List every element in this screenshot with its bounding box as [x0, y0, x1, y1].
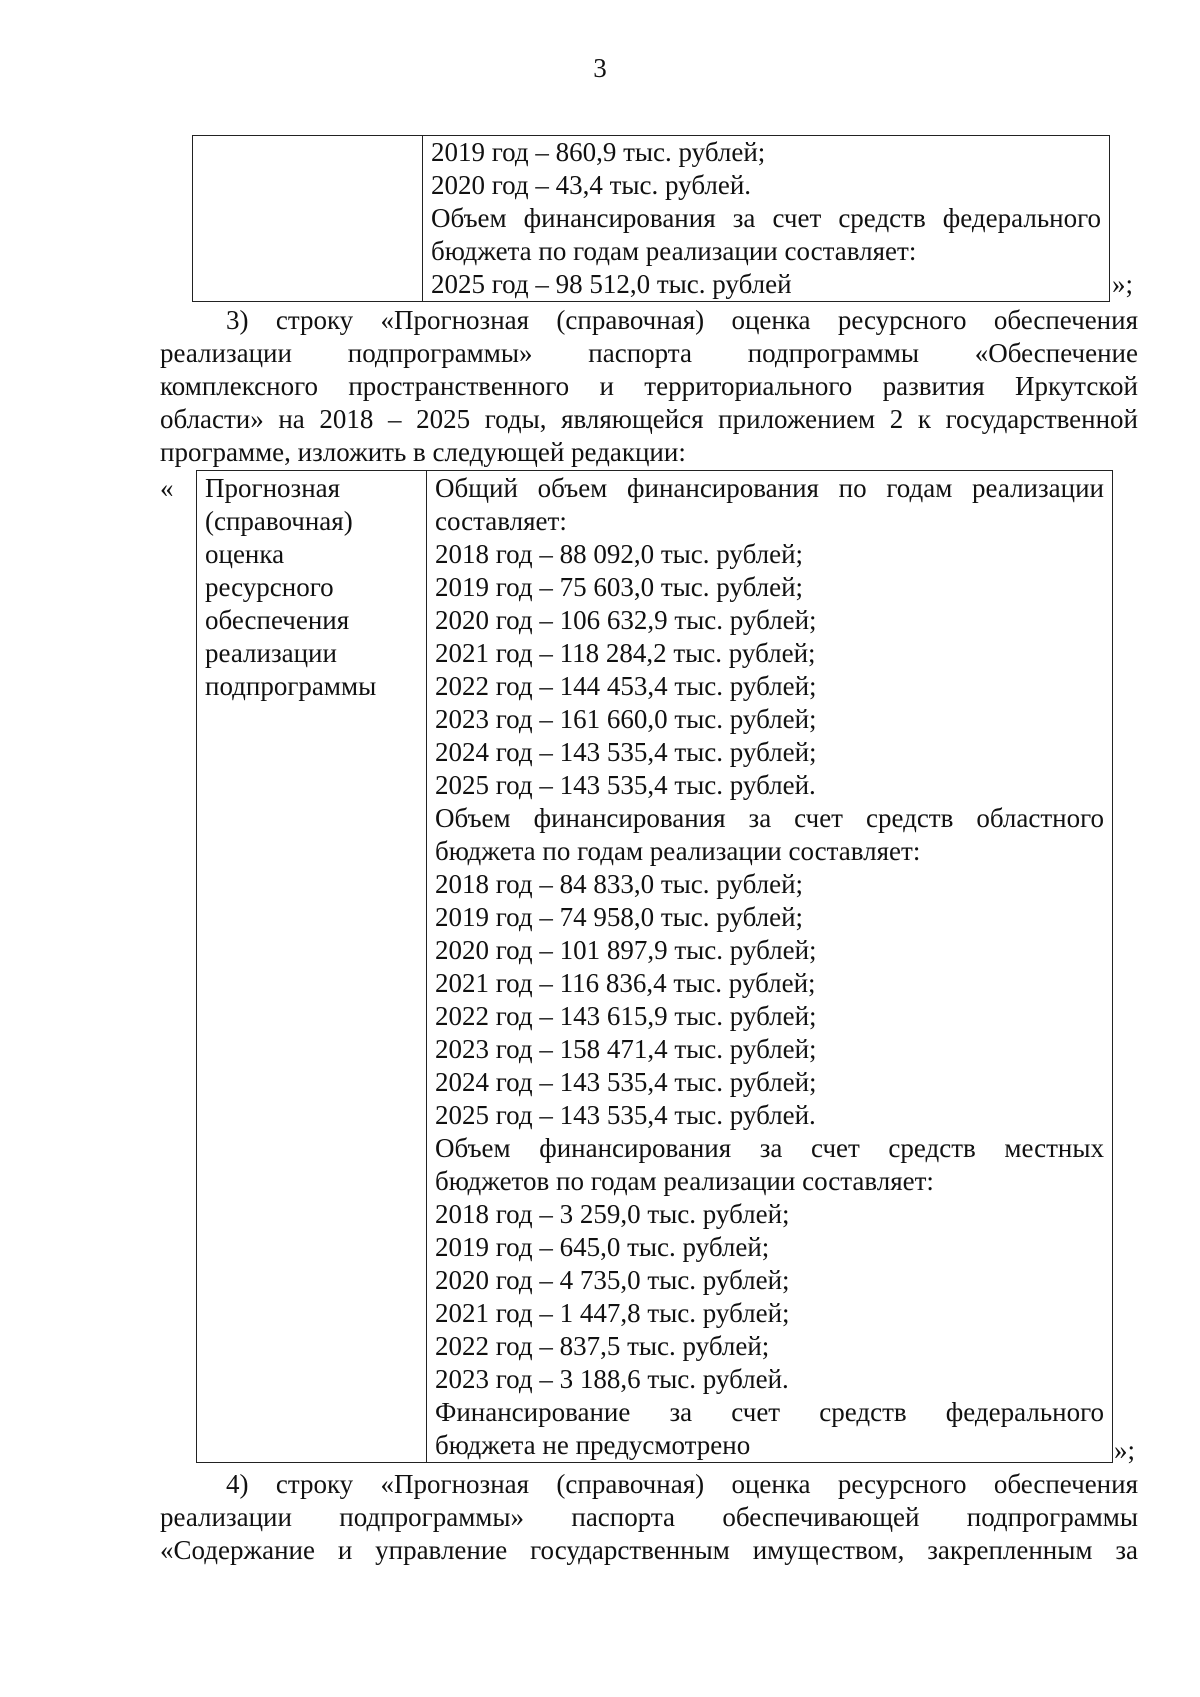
row-header-line: ресурсного [205, 572, 334, 602]
paragraph-line: реализации подпрограммы» паспорта подпрограммы «Обеспечение [160, 338, 1138, 368]
table2-opening-quote: « [160, 473, 174, 503]
table1-right-cell [423, 136, 1109, 301]
row-header-line: Прогнозная [205, 473, 341, 503]
table1-line: 2025 год – 98 512,0 тыс. рублей [431, 269, 792, 299]
funding-line: 2025 год – 143 535,4 тыс. рублей. [435, 770, 816, 800]
funding-line: 2023 год – 158 471,4 тыс. рублей; [435, 1034, 817, 1064]
page-number: 3 [593, 53, 607, 83]
row-header-line: обеспечения [205, 605, 350, 635]
row-header-line: оценка [205, 539, 285, 569]
funding-line: 2019 год – 645,0 тыс. рублей; [435, 1232, 770, 1262]
paragraph-line: комплексного пространственного и территориального развития Иркутской [160, 371, 1138, 401]
funding-line: Объем финансирования за счет средств областного [435, 803, 1104, 833]
funding-line: 2019 год – 74 958,0 тыс. рублей; [435, 902, 804, 932]
paragraph-4 [160, 1468, 1138, 1567]
paragraph-line: области» на 2018 – 2025 годы, являющейся приложением 2 к государственной [160, 404, 1138, 434]
table2-funding-cell [427, 471, 1112, 1462]
paragraph-line: программе, изложить в следующей редакции: [160, 437, 686, 467]
funding-line: 2021 год – 116 836,4 тыс. рублей; [435, 968, 816, 998]
table2-row-header [197, 471, 427, 1462]
paragraph-line: 3) строку «Прогнозная (справочная) оценка ресурсного обеспечения [226, 305, 1138, 335]
funding-line: 2024 год – 143 535,4 тыс. рублей; [435, 1067, 817, 1097]
row-header-line: (справочная) [205, 506, 353, 536]
funding-line: 2025 год – 143 535,4 тыс. рублей. [435, 1100, 816, 1130]
row-header-line: реализации [205, 638, 337, 668]
table1-left-cell [193, 136, 423, 301]
funding-table-continuation [192, 135, 1110, 302]
funding-line: 2021 год – 118 284,2 тыс. рублей; [435, 638, 816, 668]
row-header-line: подпрограммы [205, 671, 377, 701]
funding-line: 2023 год – 3 188,6 тыс. рублей. [435, 1364, 789, 1394]
table1-line: 2020 год – 43,4 тыс. рублей. [431, 170, 752, 200]
funding-line: 2021 год – 1 447,8 тыс. рублей; [435, 1298, 790, 1328]
table1-line: Объем финансирования за счет средств федерального [431, 203, 1101, 233]
funding-line: 2023 год – 161 660,0 тыс. рублей; [435, 704, 817, 734]
funding-line: Общий объем финансирования по годам реализации [435, 473, 1104, 503]
funding-line: бюджета не предусмотрено [435, 1430, 751, 1460]
funding-line: бюджетов по годам реализации составляет: [435, 1166, 934, 1196]
funding-line: составляет: [435, 506, 567, 536]
table2-closing-quote: »; [1114, 1435, 1136, 1465]
table1-line: 2019 год – 860,9 тыс. рублей; [431, 137, 766, 167]
funding-line: 2019 год – 75 603,0 тыс. рублей; [435, 572, 804, 602]
funding-line: 2020 год – 101 897,9 тыс. рублей; [435, 935, 817, 965]
funding-line: 2020 год – 106 632,9 тыс. рублей; [435, 605, 817, 635]
funding-line: 2022 год – 837,5 тыс. рублей; [435, 1331, 770, 1361]
funding-line: 2018 год – 84 833,0 тыс. рублей; [435, 869, 804, 899]
paragraph-3 [160, 304, 1138, 469]
table1-line: бюджета по годам реализации составляет: [431, 236, 917, 266]
funding-line: 2022 год – 143 615,9 тыс. рублей; [435, 1001, 817, 1031]
funding-line: 2018 год – 3 259,0 тыс. рублей; [435, 1199, 790, 1229]
paragraph-line: реализации подпрограммы» паспорта обеспечивающей подпрограммы [160, 1502, 1138, 1532]
paragraph-line: «Содержание и управление государственным имуществом, закрепленным за [160, 1535, 1138, 1565]
resource-provision-table [196, 470, 1113, 1463]
paragraph-line: 4) строку «Прогнозная (справочная) оценка ресурсного обеспечения [226, 1469, 1138, 1499]
funding-line: 2022 год – 144 453,4 тыс. рублей; [435, 671, 817, 701]
funding-line: бюджета по годам реализации составляет: [435, 836, 921, 866]
table1-closing-quote: »; [1112, 269, 1134, 299]
funding-line: Объем финансирования за счет средств местных [435, 1133, 1104, 1163]
funding-line: 2024 год – 143 535,4 тыс. рублей; [435, 737, 817, 767]
funding-line: 2020 год – 4 735,0 тыс. рублей; [435, 1265, 790, 1295]
funding-line: 2018 год – 88 092,0 тыс. рублей; [435, 539, 804, 569]
funding-line: Финансирование за счет средств федерального [435, 1397, 1104, 1427]
